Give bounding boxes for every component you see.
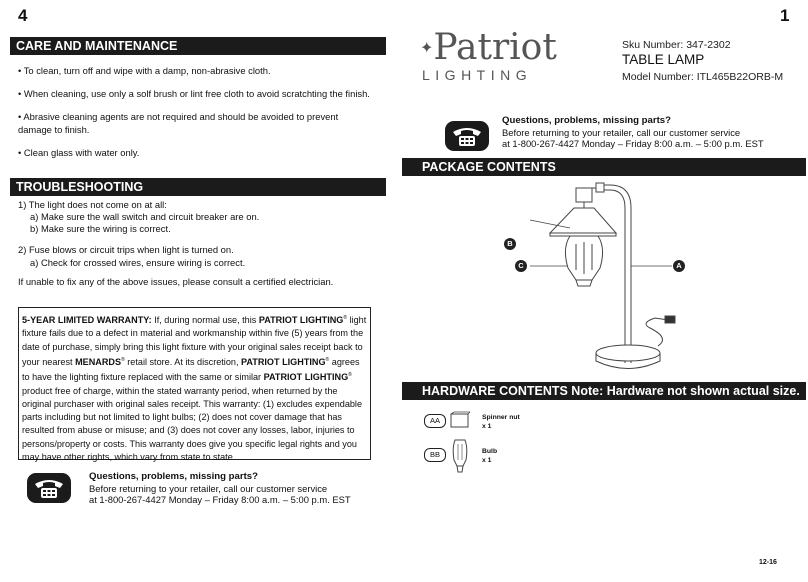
warranty-text-1: If, during normal use, this <box>151 315 259 326</box>
hardware-contents-header: HARDWARE CONTENTS Note: Hardware not shown actual size. <box>402 382 806 400</box>
care-bullet-2: • When cleaning, use only a solf brush or lint free cloth to avoid scratchting the finish. <box>18 88 370 99</box>
ts-line-3: b) Make sure the wiring is correct. <box>30 223 171 234</box>
phone-icon <box>27 473 71 503</box>
callout-a: A <box>673 260 685 272</box>
warranty-text-5: product free of charge, within the stated warranty period, when returned by the original purchaser with original sales receipt. This warranty: (1) excludes expendable parts including but not limited to light bulbs; (2) does not cover damage that has resulted from abuse or misuse; and (3) does not cover any losses, labor, injuries to persons/property or costs. This warranty does give you specific legal rights and you may have other rights, which vary from state to state. <box>22 385 363 463</box>
patriot-lighting-logo: ✦Patriot LIGHTING <box>420 27 557 83</box>
warranty-brand-3: PATRIOT LIGHTING <box>263 372 349 383</box>
document-code: 12-16 <box>759 559 777 566</box>
care-bullet-1: • To clean, turn off and wipe with a damp, non-abrasive cloth. <box>18 65 271 76</box>
warranty-text-2: light fixture fails due to a defect in material and workmanship within five (5) years from the date of purchase, simply bring this light fixture with your original sales receipt back to your nearest <box>22 315 367 367</box>
sku-number: Sku Number: 347-2302 <box>622 39 731 51</box>
questions-line1-right: Before returning to your retailer, call our customer service <box>502 127 741 138</box>
spinner-nut-icon <box>450 411 470 429</box>
hardware-badge-bb: BB <box>424 448 446 462</box>
warranty-text-3: retail store. At its discretion, <box>124 356 241 367</box>
ts-line-6: If unable to fix any of the above issues, please consult a certified electrician. <box>18 276 334 287</box>
table-lamp-illustration <box>500 178 700 378</box>
registered-mark: ® <box>348 372 352 379</box>
questions-title-left: Questions, problems, missing parts? <box>89 471 258 482</box>
callout-b: B <box>504 238 516 250</box>
callout-c: C <box>515 260 527 272</box>
ts-line-4: 2) Fuse blows or circuit trips when light is turned on. <box>18 244 234 255</box>
hardware-qty-bb: x 1 <box>482 457 492 464</box>
product-name: TABLE LAMP <box>622 52 705 67</box>
troubleshooting-header: TROUBLESHOOTING <box>10 178 386 196</box>
package-contents-header: PACKAGE CONTENTS <box>402 158 806 176</box>
warranty-brand: PATRIOT LIGHTING <box>258 315 344 326</box>
care-maintenance-header: CARE AND MAINTENANCE <box>10 37 386 55</box>
registered-mark: ® <box>343 315 348 321</box>
questions-line2-left: at 1-800-267-4427 Monday – Friday 8:00 a.m. – 5:00 p.m. EST <box>89 494 351 505</box>
questions-line1-left: Before returning to your retailer, call our customer service <box>89 483 328 494</box>
ts-line-1: 1) The light does not come on at all: <box>18 199 167 210</box>
right-page-number: 1 <box>780 6 790 25</box>
hardware-name-bb: Bulb <box>482 448 498 455</box>
ts-line-5: a) Check for crossed wires, ensure wiring is correct. <box>30 257 246 268</box>
registered-mark: ® <box>121 356 125 363</box>
hardware-badge-aa: AA <box>424 414 446 428</box>
warranty-text-4: agrees to have the lighting fixture replaced with the same or similar <box>22 356 360 383</box>
left-page-number: 4 <box>18 6 28 25</box>
hardware-qty-aa: x 1 <box>482 423 492 430</box>
questions-line2-right: at 1-800-267-4427 Monday – Friday 8:00 a.m. – 5:00 p.m. EST <box>502 138 764 149</box>
brand-sub: LIGHTING <box>422 67 533 83</box>
registered-mark: ® <box>325 356 330 363</box>
bulb-icon <box>452 438 468 474</box>
warranty-brand-2b: LIGHTING <box>282 356 326 367</box>
questions-title-right: Questions, problems, missing parts? <box>502 115 671 126</box>
warranty-label: 5-YEAR LIMITED WARRANTY: <box>22 315 152 326</box>
ts-line-2: a) Make sure the wall switch and circuit breaker are on. <box>30 211 260 222</box>
hardware-name-aa: Spinner nut <box>482 414 520 421</box>
warranty-brand-2a: PATRIOT <box>241 356 280 367</box>
warranty-store: MENARDS <box>75 356 122 367</box>
care-bullet-4: • Clean glass with water only. <box>18 147 140 158</box>
care-bullet-3: • Abrasive cleaning agents are not required and should be avoided to prevent damage to finish. <box>18 111 339 135</box>
warranty-box <box>18 307 371 463</box>
phone-icon <box>445 121 489 151</box>
brand-name: Patriot <box>433 27 557 68</box>
model-number: Model Number: ITL465B22ORB-M <box>622 71 784 83</box>
